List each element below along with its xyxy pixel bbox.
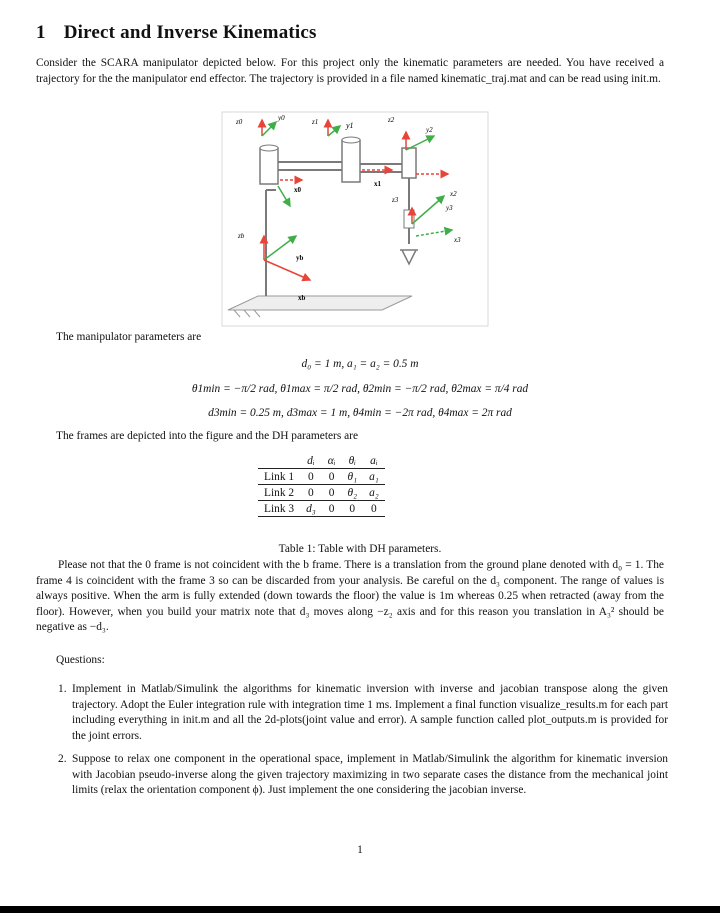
dh-cell: 0 — [342, 501, 364, 517]
intro-paragraph: Consider the SCARA manipulator depicted below. For this project only the kinematic parameters are needed. You have received a trajectory for the the manipulator end effector. The trajectory is provided in a file named kinematic_traj.mat and can be read using init.m. — [36, 57, 664, 85]
dh-cell: 0 — [300, 469, 322, 485]
dh-header-blank — [258, 453, 300, 469]
params-intro: The manipulator parameters are — [56, 331, 202, 343]
dh-cell: 0 — [322, 485, 342, 501]
dh-cell: Link 2 — [258, 485, 300, 501]
dh-cell: 0 — [322, 501, 342, 517]
dh-header-alpha: αᵢ — [327, 454, 336, 467]
frames-sentence: The frames are depicted into the figure and the DH parameters are — [56, 430, 359, 442]
dh-cell: Link 1 — [258, 469, 300, 485]
label-x1: x1 — [374, 180, 381, 188]
label-z0: z0 — [236, 118, 243, 126]
label-y2: y2 — [426, 126, 433, 134]
dh-header-d: dᵢ — [307, 454, 315, 467]
label-x2: x2 — [450, 190, 457, 198]
link-2 — [360, 164, 404, 172]
section-heading — [36, 22, 317, 44]
joint-1 — [260, 145, 278, 184]
equation-line-2: θ1min = −π/2 rad, θ1max = π/2 rad, θ2min = −π/2 rad, θ2max = π/4 rad — [191, 383, 529, 395]
label-z3: z3 — [392, 196, 399, 204]
frame-2-axes — [387, 116, 457, 198]
label-x3: x3 — [454, 236, 461, 244]
question-text: Suppose to relax one component in the operational space, implement in Matlab/Simulink the algorithm for kinematic inversion with Jacobian pseudo-inverse along the given trajectory maximizing in two separate cases the distance from the mechanical joint limits (relax the orientation component ϕ). Just implement the one considering the jacobian inverse. — [72, 753, 668, 797]
label-zb: zb — [238, 232, 245, 240]
dh-cell: a₂ — [363, 485, 385, 501]
question-number: 1. — [58, 683, 67, 695]
label-y0: y0 — [278, 114, 285, 122]
question-number: 2. — [58, 753, 67, 765]
dh-cell: 0 — [300, 485, 322, 501]
dh-cell: 0 — [322, 469, 342, 485]
equation-line-1: d₀ = 1 m, a₁ = a₂ = 0.5 m — [301, 358, 419, 370]
dh-cell: θ₂ — [342, 485, 364, 501]
joint-2 — [342, 137, 360, 182]
scara-manipulator-figure — [198, 110, 490, 328]
section-title: Direct and Inverse Kinematics — [63, 22, 317, 43]
ground-plate — [228, 296, 412, 317]
dh-cell: a₁ — [363, 469, 385, 485]
section-number: 1 — [36, 22, 46, 43]
frame-b-axes — [237, 232, 310, 302]
bottom-bar — [0, 906, 720, 913]
dh-header-a: aᵢ — [370, 454, 378, 467]
dh-cell: 0 — [363, 501, 385, 517]
dh-parameter-table — [258, 453, 385, 517]
table-row — [258, 501, 385, 517]
table-row — [258, 469, 385, 485]
label-z1: z1 — [312, 118, 319, 126]
label-y1: y1 — [346, 121, 354, 130]
dh-header-theta: θᵢ — [348, 454, 356, 467]
question-text: Implement in Matlab/Simulink the algorithms for kinematic inversion with inverse and jacobian transpose along the given trajectory. Adopt the Euler integration rule with integration time 1 ms. Implement a final function visualize_results.m for each part including everything in init.m and all the 2d-plots(joint value and error). A sample function called plot_outputs.m is provided for the joint errors. — [72, 683, 668, 742]
label-z2: z2 — [388, 116, 395, 124]
label-x0: x0 — [294, 186, 301, 194]
page-number: 1 — [357, 844, 363, 856]
dh-cell: Link 3 — [258, 501, 300, 517]
joint-3-prismatic — [400, 148, 418, 264]
link-1 — [278, 162, 344, 170]
label-yb: yb — [296, 254, 304, 262]
table-row — [258, 485, 385, 501]
table-caption: Table 1: Table with DH parameters. — [278, 543, 442, 555]
label-xb: xb — [298, 294, 306, 302]
dh-table-header — [258, 453, 385, 469]
label-y3: y3 — [446, 204, 453, 212]
body-paragraph: Please not that the 0 frame is not coincident with the b frame. There is a translation from the ground plane denoted with d₀ = 1. The frame 4 is coincident with the frame 3 so can be discarded from your analysis. Be careful on the d₃ component. The range of values is always positive. When the arm is fully extended (down towards the floor) the value is 1m whereas 0.25 when retracted (away from the floor). However, when you build your matrix note that d₃ moves along −z₂ axis and for this reason you translation in A₃² should be negative as −d₃. — [36, 559, 664, 634]
frame-3-axes — [391, 196, 461, 244]
questions-heading: Questions: — [56, 654, 105, 666]
dh-cell: θ₁ — [342, 469, 364, 485]
equation-line-3: d3min = 0.25 m, d3max = 1 m, θ4min = −2π rad, θ4max = 2π rad — [208, 407, 512, 419]
dh-cell: d₃ — [300, 501, 322, 517]
base-column — [266, 190, 276, 296]
